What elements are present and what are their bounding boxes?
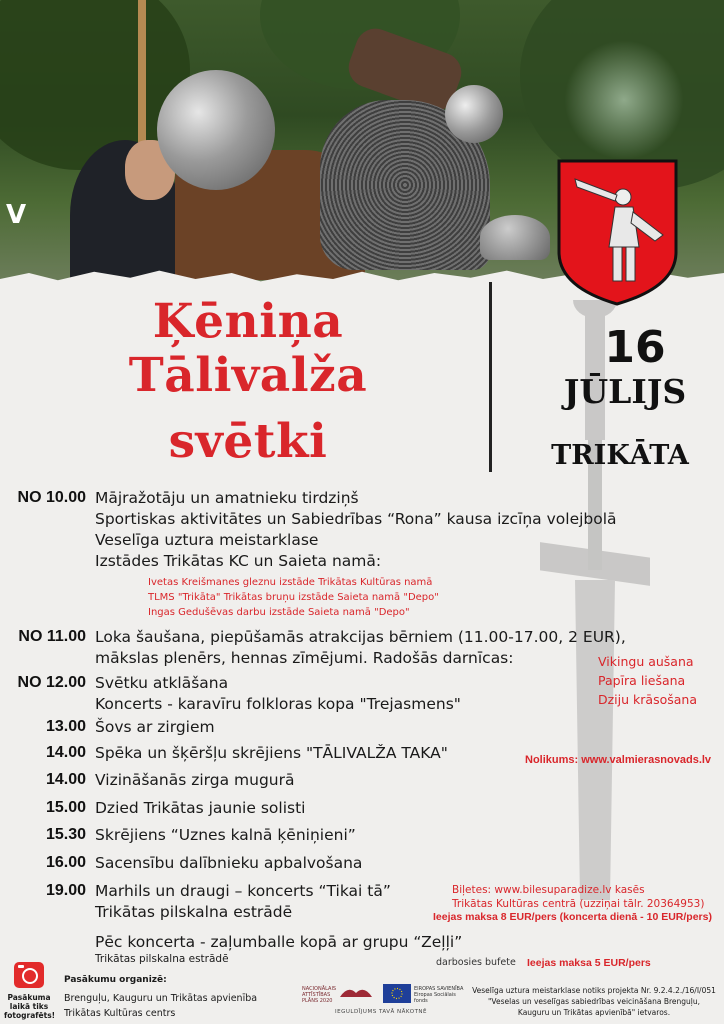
workshop-item: Vikingu aušana	[598, 654, 694, 669]
photo-notice: Pasākuma laikā tiks fotografēts!	[4, 993, 56, 1020]
schedule-line: Svētku atklāšana	[95, 674, 229, 692]
title-line-2: Tālivalža	[128, 348, 368, 403]
rules-note: Nolikums: www.valmierasnovads.lv	[525, 754, 712, 766]
schedule-time: 14.00	[45, 771, 86, 788]
ticket-info: Biļetes: www.bilesuparadize.lv kasēs	[452, 884, 645, 896]
nap-logo-text: NACIONĀLAIS ATTĪSTĪBAS PLĀNS 2020	[302, 986, 337, 1004]
divider-line	[489, 282, 492, 472]
schedule-line: Spēka un šķēršļu skrējiens "TĀLIVALŽA TAKA"	[95, 744, 448, 762]
schedule-line: Dzied Trikātas jaunie solisti	[95, 799, 306, 817]
schedule-line: Loka šaušana, piepūšamās atrakcijas bērniem (11.00-17.00, 2 EUR),	[95, 628, 626, 646]
camera-icon	[14, 962, 44, 988]
schedule-line: Šovs ar zirgiem	[95, 718, 215, 736]
schedule-time: NO 11.00	[18, 628, 86, 645]
date-month: JŪLIJS	[563, 372, 687, 411]
workshop-item: Papīra liešana	[598, 673, 686, 688]
schedule-time: NO 10.00	[17, 489, 86, 506]
date-day: 16	[604, 322, 666, 373]
organizer-item: Trikātas Kultūras centrs	[64, 1008, 176, 1019]
schedule-line: mākslas plenērs, hennas zīmējumi. Radošās darnīcas:	[95, 649, 514, 667]
schedule-line: Vizināšanās zirga mugurā	[95, 771, 295, 789]
schedule-line: Veselīga uztura meistarklase	[95, 531, 319, 549]
project-note: Veselīga uztura meistarklase notiks projekta Nr. 9.2.4.2./16/I/051 "Veselas un veselīgas sabiedrības veicināšana Brenguļu, Kauguru un Trikātas apvienībā" ietvaros.	[472, 986, 716, 1017]
after-concert-line: Pēc koncerta - zaļumballe kopā ar grupu “Zeļļi”	[95, 933, 463, 951]
schedule-line: Skrējiens “Uznes kalnā ķēniņieni”	[95, 826, 356, 844]
schedule-line: Sacensību dalībnieku apbalvošana	[95, 854, 363, 872]
ticket-info: Trikātas Kultūras centrā (uzziņai tālr. 20364953)	[452, 898, 705, 910]
exhibition-item: Ivetas Kreišmanes gleznu izstāde Trikātas Kultūras namā	[148, 577, 433, 588]
slogan: IEGULDĪJUMS TAVĀ NĀKOTNĒ	[335, 1009, 428, 1015]
organizers-label: Pasākumu organizē:	[64, 975, 167, 985]
title-line-1: Ķēniņa	[152, 294, 344, 349]
date-place: TRIKĀTA	[551, 440, 689, 471]
workshop-item: Dziju krāsošana	[598, 692, 697, 707]
schedule-time: 14.00	[45, 744, 86, 761]
exhibition-item: Ingas Gedušēvas darbu izstāde Saieta namā "Depo"	[148, 607, 410, 618]
eu-flag-icon	[383, 984, 411, 1003]
ball-price: Ieejas maksa 5 EUR/pers	[527, 957, 651, 969]
schedule-line: Trikātas pilskalna estrādē	[95, 903, 293, 921]
ticket-price: Ieejas maksa 8 EUR/pers (koncerta dienā - 10 EUR/pers)	[433, 911, 712, 923]
schedule-time: 13.00	[45, 718, 86, 735]
schedule-time: 16.00	[45, 854, 86, 871]
v-logo: V	[6, 200, 27, 230]
buffet-note: darbosies bufete	[436, 957, 516, 968]
title-line-3: svētki	[168, 414, 328, 469]
schedule-time: 19.00	[45, 882, 86, 899]
schedule-time: NO 12.00	[17, 674, 86, 691]
schedule-line: Mājražotāju un amatnieku tirdziņš	[95, 489, 359, 507]
schedule-time: 15.00	[45, 799, 86, 816]
schedule-line: Izstādes Trikātas KC un Saieta namā:	[95, 552, 382, 570]
schedule-time: 15.30	[45, 826, 86, 843]
organizer-item: Brenguļu, Kauguru un Trikātas apvienība	[64, 993, 258, 1004]
coat-of-arms-icon	[555, 157, 680, 307]
schedule-line: Koncerts - karavīru folkloras kopa "Trejasmens"	[95, 695, 461, 713]
schedule-line: Marhils un draugi – koncerts “Tikai tā”	[95, 882, 391, 900]
exhibition-item: TLMS "Trikāta" Trikātas bruņu izstāde Saieta namā "Depo"	[148, 592, 439, 603]
schedule-line: Sportiskas aktivitātes un Sabiedrības “Rona” kausa izcīņa volejbolā	[95, 510, 617, 528]
after-concert-venue: Trikātas pilskalna estrādē	[95, 953, 229, 965]
eu-logo-text: EIROPAS SAVIENĪBA Eiropas Sociālais fonds	[414, 986, 464, 1004]
latvia-logo-icon	[338, 983, 374, 1003]
